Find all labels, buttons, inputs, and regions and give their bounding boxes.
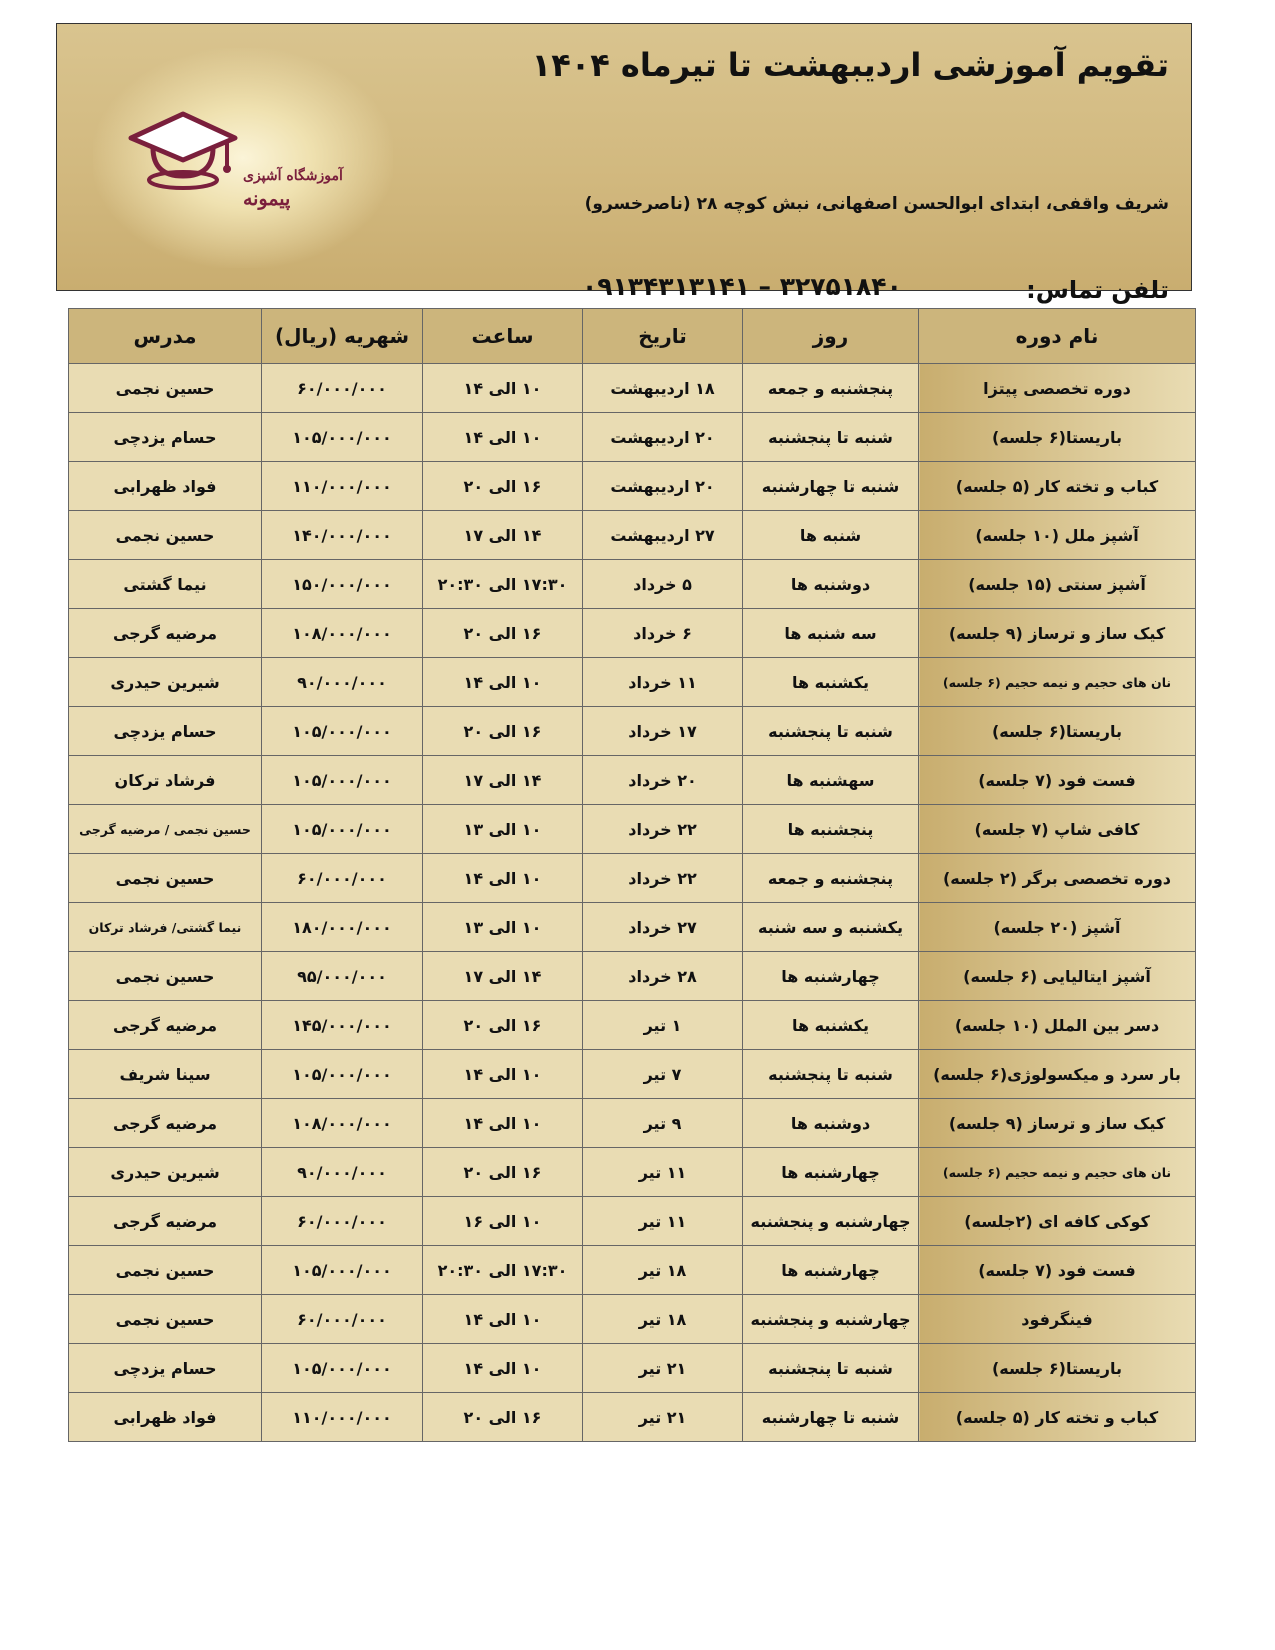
cell-day: پنجشنبه ها — [743, 805, 919, 854]
cell-time: ۱۰ الی ۱۴ — [423, 1295, 583, 1344]
cell-fee: ۱۰۵/۰۰۰/۰۰۰ — [262, 1344, 423, 1393]
cell-fee: ۱۰۵/۰۰۰/۰۰۰ — [262, 413, 423, 462]
table-row — [69, 1099, 1196, 1148]
cell-time: ۱۶ الی ۲۰ — [423, 609, 583, 658]
cell-teacher: حسین نجمی — [69, 952, 262, 1001]
table-row — [69, 1344, 1196, 1393]
cell-teacher: سینا شریف — [69, 1050, 262, 1099]
cell-fee: ۱۰۵/۰۰۰/۰۰۰ — [262, 1050, 423, 1099]
cell-date: ۱۸ تیر — [583, 1246, 743, 1295]
cell-course: فست فود (۷ جلسه) — [919, 756, 1196, 805]
cell-day: شنبه تا چهارشنبه — [743, 462, 919, 511]
cell-course: بار سرد و میکسولوژی(۶ جلسه) — [919, 1050, 1196, 1099]
cell-date: ۱۸ تیر — [583, 1295, 743, 1344]
cell-day: چهارشنبه ها — [743, 1148, 919, 1197]
column-header-date: تاریخ — [583, 309, 743, 364]
cell-teacher: مرضیه گرجی — [69, 609, 262, 658]
cell-course: کوکی کافه ای (۲جلسه) — [919, 1197, 1196, 1246]
cell-time: ۱۴ الی ۱۷ — [423, 511, 583, 560]
logo-line-2: پیمونه — [243, 188, 291, 210]
cell-date: ۵ خرداد — [583, 560, 743, 609]
cell-teacher: حسین نجمی — [69, 1246, 262, 1295]
cell-day: پنجشنبه و جمعه — [743, 854, 919, 903]
cell-time: ۱۰ الی ۱۴ — [423, 1344, 583, 1393]
table-row — [69, 364, 1196, 413]
cell-time: ۱۶ الی ۲۰ — [423, 462, 583, 511]
cell-course: آشپز ایتالیایی (۶ جلسه) — [919, 952, 1196, 1001]
cell-course: کیک ساز و ترساز (۹ جلسه) — [919, 609, 1196, 658]
table-row — [69, 413, 1196, 462]
schedule-table — [68, 308, 1196, 1442]
cell-time: ۱۰ الی ۱۴ — [423, 854, 583, 903]
table-row — [69, 1295, 1196, 1344]
cell-teacher: حسین نجمی — [69, 854, 262, 903]
cell-date: ۷ تیر — [583, 1050, 743, 1099]
cell-fee: ۱۱۰/۰۰۰/۰۰۰ — [262, 462, 423, 511]
cell-teacher: مرضیه گرجی — [69, 1099, 262, 1148]
cell-time: ۱۰ الی ۱۴ — [423, 364, 583, 413]
cell-teacher: حسین نجمی — [69, 364, 262, 413]
cell-fee: ۱۱۰/۰۰۰/۰۰۰ — [262, 1393, 423, 1442]
cell-date: ۲۰ اردیبهشت — [583, 462, 743, 511]
cell-day: یکشنبه ها — [743, 1001, 919, 1050]
cell-day: چهارشنبه و پنجشنبه — [743, 1197, 919, 1246]
cell-teacher: شیرین حیدری — [69, 1148, 262, 1197]
cell-teacher: فرشاد ترکان — [69, 756, 262, 805]
cell-course: نان های حجیم و نیمه حجیم (۶ جلسه) — [919, 1148, 1196, 1197]
cell-day: چهارشنبه ها — [743, 952, 919, 1001]
cell-fee: ۱۰۵/۰۰۰/۰۰۰ — [262, 707, 423, 756]
cell-teacher: حسین نجمی — [69, 511, 262, 560]
cell-time: ۱۶ الی ۲۰ — [423, 707, 583, 756]
table-row — [69, 511, 1196, 560]
cell-teacher: شیرین حیدری — [69, 658, 262, 707]
cell-course: کباب و تخته کار (۵ جلسه) — [919, 1393, 1196, 1442]
cell-course: فینگرفود — [919, 1295, 1196, 1344]
cell-teacher: حسام یزدچی — [69, 413, 262, 462]
cell-time: ۱۰ الی ۱۴ — [423, 658, 583, 707]
cell-teacher: حسین نجمی — [69, 1295, 262, 1344]
graduation-cap-icon — [123, 106, 243, 196]
cell-course: باریستا(۶ جلسه) — [919, 1344, 1196, 1393]
cell-time: ۱۶ الی ۲۰ — [423, 1148, 583, 1197]
cell-date: ۲۱ تیر — [583, 1393, 743, 1442]
cell-day: چهارشنبه ها — [743, 1246, 919, 1295]
cell-teacher: فواد ظهرابی — [69, 462, 262, 511]
cell-date: ۲۲ خرداد — [583, 854, 743, 903]
cell-teacher: حسام یزدچی — [69, 1344, 262, 1393]
page-title: تقویم آموزشی اردیبهشت تا تیرماه ۱۴۰۴ — [531, 46, 1169, 84]
cell-time: ۱۰ الی ۱۶ — [423, 1197, 583, 1246]
cell-fee: ۶۰/۰۰۰/۰۰۰ — [262, 1295, 423, 1344]
cell-course: دسر بین الملل (۱۰ جلسه) — [919, 1001, 1196, 1050]
table-row — [69, 1001, 1196, 1050]
cell-course: کیک ساز و ترساز (۹ جلسه) — [919, 1099, 1196, 1148]
cell-date: ۱۸ اردیبهشت — [583, 364, 743, 413]
cell-fee: ۹۰/۰۰۰/۰۰۰ — [262, 1148, 423, 1197]
cell-course: کافی شاپ (۷ جلسه) — [919, 805, 1196, 854]
cell-day: دوشنبه ها — [743, 560, 919, 609]
cell-course: فست فود (۷ جلسه) — [919, 1246, 1196, 1295]
cell-date: ۱۱ تیر — [583, 1197, 743, 1246]
cell-fee: ۱۰۸/۰۰۰/۰۰۰ — [262, 1099, 423, 1148]
column-header-fee: شهریه (ریال) — [262, 309, 423, 364]
cell-date: ۱ تیر — [583, 1001, 743, 1050]
cell-teacher: مرضیه گرجی — [69, 1197, 262, 1246]
table-row — [69, 952, 1196, 1001]
cell-date: ۲۰ خرداد — [583, 756, 743, 805]
cell-course: آشپز سنتی (۱۵ جلسه) — [919, 560, 1196, 609]
cell-time: ۱۰ الی ۱۴ — [423, 1099, 583, 1148]
cell-fee: ۱۴۰/۰۰۰/۰۰۰ — [262, 511, 423, 560]
table-row — [69, 903, 1196, 952]
cell-fee: ۱۰۵/۰۰۰/۰۰۰ — [262, 805, 423, 854]
logo-line-1: آموزشگاه آشپزی — [243, 168, 343, 184]
cell-date: ۲۱ تیر — [583, 1344, 743, 1393]
address: شریف واقفی، ابتدای ابوالحسن اصفهانی، نبش کوچه ۲۸ (ناصرخسرو) — [584, 194, 1169, 214]
cell-day: سهشنبه ها — [743, 756, 919, 805]
table-row — [69, 1246, 1196, 1295]
table-row — [69, 658, 1196, 707]
cell-day: یکشنبه ها — [743, 658, 919, 707]
header-panel — [56, 23, 1192, 304]
cell-time: ۱۴ الی ۱۷ — [423, 952, 583, 1001]
cell-teacher: حسین نجمی / مرضیه گرجی — [69, 805, 262, 854]
cell-day: شنبه تا پنجشنبه — [743, 1050, 919, 1099]
cell-fee: ۱۵۰/۰۰۰/۰۰۰ — [262, 560, 423, 609]
cell-fee: ۶۰/۰۰۰/۰۰۰ — [262, 1197, 423, 1246]
cell-fee: ۹۵/۰۰۰/۰۰۰ — [262, 952, 423, 1001]
cell-time: ۱۷:۳۰ الی ۲۰:۳۰ — [423, 560, 583, 609]
phone-numbers[interactable]: ۰۹۱۳۴۳۱۳۱۴۱ – ۳۲۷۵۱۸۴۰ — [582, 272, 902, 301]
cell-time: ۱۰ الی ۱۳ — [423, 805, 583, 854]
column-header-teacher: مدرس — [69, 309, 262, 364]
cell-day: شنبه تا چهارشنبه — [743, 1393, 919, 1442]
cell-fee: ۱۰۵/۰۰۰/۰۰۰ — [262, 1246, 423, 1295]
table-row — [69, 609, 1196, 658]
cell-teacher: نیما گشتی/ فرشاد ترکان — [69, 903, 262, 952]
cell-date: ۲۷ خرداد — [583, 903, 743, 952]
cell-course: آشپز (۲۰ جلسه) — [919, 903, 1196, 952]
logo — [93, 48, 393, 268]
table-row — [69, 1050, 1196, 1099]
column-header-course: نام دوره — [919, 309, 1196, 364]
cell-course: دوره تخصصی پیتزا — [919, 364, 1196, 413]
cell-day: چهارشنبه و پنجشنبه — [743, 1295, 919, 1344]
cell-course: آشپز ملل (۱۰ جلسه) — [919, 511, 1196, 560]
cell-teacher: مرضیه گرجی — [69, 1001, 262, 1050]
cell-day: شنبه تا پنجشنبه — [743, 707, 919, 756]
cell-date: ۲۸ خرداد — [583, 952, 743, 1001]
cell-course: باریستا(۶ جلسه) — [919, 707, 1196, 756]
cell-date: ۲۲ خرداد — [583, 805, 743, 854]
cell-day: دوشنبه ها — [743, 1099, 919, 1148]
cell-date: ۹ تیر — [583, 1099, 743, 1148]
column-header-time: ساعت — [423, 309, 583, 364]
cell-teacher: نیما گشتی — [69, 560, 262, 609]
table-row — [69, 560, 1196, 609]
cell-fee: ۱۰۸/۰۰۰/۰۰۰ — [262, 609, 423, 658]
table-row — [69, 707, 1196, 756]
cell-day: یکشنبه و سه شنبه — [743, 903, 919, 952]
cell-time: ۱۷:۳۰ الی ۲۰:۳۰ — [423, 1246, 583, 1295]
table-row — [69, 462, 1196, 511]
cell-course: نان های حجیم و نیمه حجیم (۶ جلسه) — [919, 658, 1196, 707]
table-row — [69, 756, 1196, 805]
cell-day: شنبه ها — [743, 511, 919, 560]
cell-time: ۱۶ الی ۲۰ — [423, 1001, 583, 1050]
table-row — [69, 854, 1196, 903]
table-row — [69, 1197, 1196, 1246]
table-row — [69, 805, 1196, 854]
cell-fee: ۱۰۵/۰۰۰/۰۰۰ — [262, 756, 423, 805]
cell-day: سه شنبه ها — [743, 609, 919, 658]
table-row — [69, 1148, 1196, 1197]
column-header-day: روز — [743, 309, 919, 364]
cell-date: ۶ خرداد — [583, 609, 743, 658]
cell-fee: ۶۰/۰۰۰/۰۰۰ — [262, 854, 423, 903]
cell-fee: ۹۰/۰۰۰/۰۰۰ — [262, 658, 423, 707]
cell-course: باریستا(۶ جلسه) — [919, 413, 1196, 462]
cell-date: ۲۷ اردیبهشت — [583, 511, 743, 560]
cell-fee: ۶۰/۰۰۰/۰۰۰ — [262, 364, 423, 413]
cell-fee: ۱۸۰/۰۰۰/۰۰۰ — [262, 903, 423, 952]
cell-course: دوره تخصصی برگر (۲ جلسه) — [919, 854, 1196, 903]
cell-date: ۱۷ خرداد — [583, 707, 743, 756]
cell-fee: ۱۴۵/۰۰۰/۰۰۰ — [262, 1001, 423, 1050]
cell-day: شنبه تا پنجشنبه — [743, 413, 919, 462]
cell-day: پنجشنبه و جمعه — [743, 364, 919, 413]
cell-time: ۱۰ الی ۱۴ — [423, 1050, 583, 1099]
cell-time: ۱۰ الی ۱۳ — [423, 903, 583, 952]
table-row — [69, 1393, 1196, 1442]
cell-teacher: حسام یزدچی — [69, 707, 262, 756]
cell-teacher: فواد ظهرابی — [69, 1393, 262, 1442]
cell-time: ۱۶ الی ۲۰ — [423, 1393, 583, 1442]
cell-time: ۱۰ الی ۱۴ — [423, 413, 583, 462]
cell-time: ۱۴ الی ۱۷ — [423, 756, 583, 805]
phone-label: تلفن تماس: — [1026, 276, 1169, 304]
cell-date: ۱۱ تیر — [583, 1148, 743, 1197]
cell-course: کباب و تخته کار (۵ جلسه) — [919, 462, 1196, 511]
table-header-row — [69, 309, 1196, 364]
cell-day: شنبه تا پنجشنبه — [743, 1344, 919, 1393]
cell-date: ۲۰ اردیبهشت — [583, 413, 743, 462]
cell-date: ۱۱ خرداد — [583, 658, 743, 707]
